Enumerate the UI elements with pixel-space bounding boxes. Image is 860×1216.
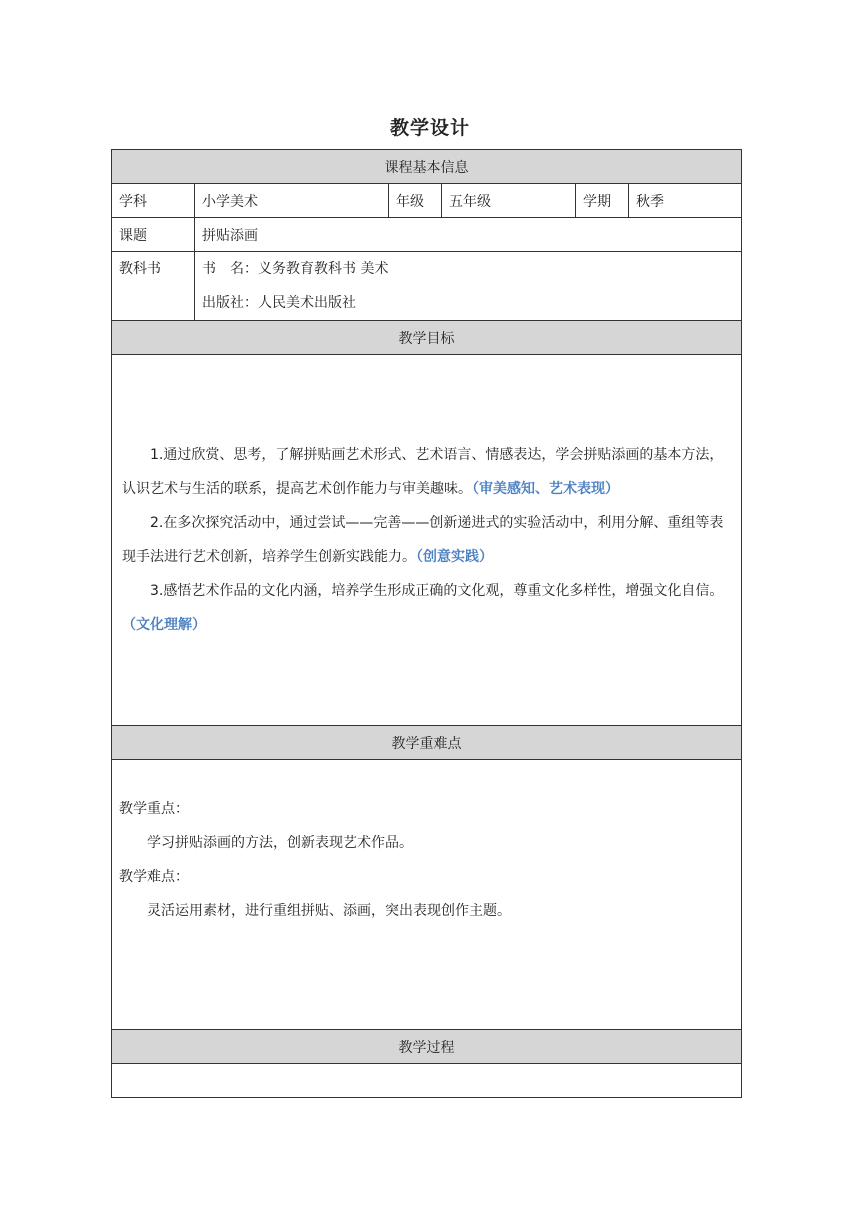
section-title: 课程基本信息 xyxy=(112,150,742,184)
goal-item xyxy=(122,506,731,574)
section-title: 教学过程 xyxy=(112,1030,742,1064)
difficulty-text: 灵活运用素材，进行重组拼贴、添画，突出表现创作主题。 xyxy=(147,903,511,919)
textbook-name: 书 名：义务教育教科书 美术 xyxy=(202,261,389,277)
goals-row xyxy=(112,355,742,726)
goal-tag: （审美感知、艺术表现） xyxy=(472,481,619,497)
textbook-details xyxy=(195,252,742,321)
info-row-textbook xyxy=(112,252,742,321)
section-header-process xyxy=(112,1030,742,1064)
section-title: 教学重难点 xyxy=(112,726,742,760)
goal-text: 2.在多次探究活动中，通过尝试——完善——创新递进式的实验活动中，利用分解、重组等表现手法进行艺术创新，培养学生创新实践能力。 xyxy=(122,515,724,565)
goal-text: 3.感悟艺术作品的文化内涵，培养学生形成正确的文化观，尊重文化多样性，增强文化自信。 xyxy=(150,583,724,599)
textbook-label: 教科书 xyxy=(112,252,195,321)
difficulty-label: 教学难点： xyxy=(119,869,189,885)
section-header-goals xyxy=(112,321,742,355)
grade-label: 年级 xyxy=(389,184,442,218)
subject-value: 小学美术 xyxy=(195,184,389,218)
term-value: 秋季 xyxy=(629,184,742,218)
section-header-key-points xyxy=(112,726,742,760)
key-points-content xyxy=(112,760,742,1030)
goal-item xyxy=(122,574,731,642)
focus-label: 教学重点： xyxy=(119,801,189,817)
goal-item xyxy=(122,438,731,506)
subject-label: 学科 xyxy=(112,184,195,218)
goals-content xyxy=(112,355,742,726)
topic-label: 课题 xyxy=(112,218,195,252)
process-content xyxy=(112,1064,742,1098)
focus-text: 学习拼贴添画的方法，创新表现艺术作品。 xyxy=(147,835,413,851)
info-row-topic xyxy=(112,218,742,252)
textbook-publisher: 出版社：人民美术出版社 xyxy=(202,295,356,311)
process-row xyxy=(112,1064,742,1098)
info-row-subject xyxy=(112,184,742,218)
topic-value: 拼贴添画 xyxy=(195,218,742,252)
goal-text: 1.通过欣赏、思考，了解拼贴画艺术形式、艺术语言、情感表达，学会拼贴添画的基本方法，认识艺术与生活的联系，提高艺术创作能力与审美趣味。 xyxy=(122,447,724,497)
term-label: 学期 xyxy=(576,184,629,218)
goal-tag: （创意实践） xyxy=(416,549,493,565)
lesson-plan-table xyxy=(111,149,742,1098)
grade-value: 五年级 xyxy=(442,184,576,218)
section-header-basic-info xyxy=(112,150,742,184)
key-points-row xyxy=(112,760,742,1030)
section-title: 教学目标 xyxy=(112,321,742,355)
page-title: 教学设计 xyxy=(389,117,470,139)
goal-tag: （文化理解） xyxy=(122,617,206,633)
